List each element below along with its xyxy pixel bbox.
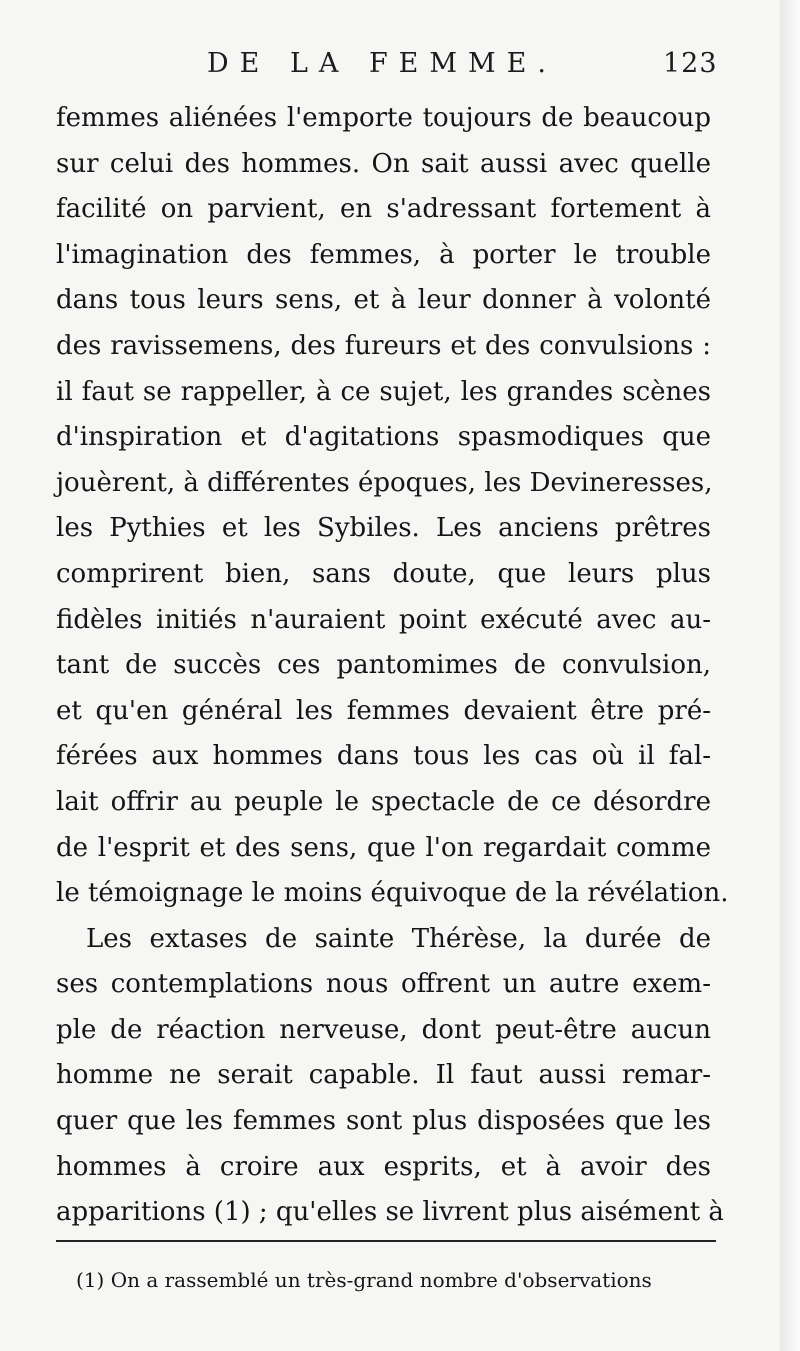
paragraph-start-line: Les extases de sainte Thérèse, la durée de xyxy=(86,923,711,954)
text-line: férées aux hommes dans tous les cas où il fal- xyxy=(56,741,711,772)
text-line: d'inspiration et d'agitations spasmodiques que xyxy=(56,422,711,453)
text-line: comprirent bien, sans doute, que leurs plus xyxy=(56,558,711,589)
footnote: (1) On a rassemblé un très-grand nombre d'observations xyxy=(76,1268,652,1292)
text-line: sur celui des hommes. On sait aussi avec quelle xyxy=(56,148,711,179)
text-line: hommes à croire aux esprits, et à avoir des xyxy=(56,1151,711,1182)
text-line: ses contemplations nous offrent un autre exem- xyxy=(56,969,711,1000)
text-line: des ravissemens, des fureurs et des convulsions : xyxy=(56,330,711,361)
body-text xyxy=(56,96,729,1236)
text-line: et qu'en général les femmes devaient être pré- xyxy=(56,695,711,726)
text-line: facilité on parvient, en s'adressant fortement à xyxy=(56,194,711,225)
text-line: lait offrir au peuple le spectacle de ce désordre xyxy=(56,786,711,817)
footnote-rule xyxy=(56,1240,716,1242)
text-line: il faut se rappeller, à ce sujet, les grandes scènes xyxy=(56,376,711,407)
page-header xyxy=(0,48,800,88)
text-line: quer que les femmes sont plus disposées que les xyxy=(56,1106,711,1137)
text-line: femmes aliénées l'emporte toujours de beaucoup xyxy=(56,103,711,133)
running-title: DE LA FEMME. xyxy=(207,48,557,79)
text-line: fidèles initiés n'auraient point exécuté avec au- xyxy=(56,604,711,635)
text-line: les Pythies et les Sybiles. Les anciens prêtres xyxy=(56,513,711,544)
text-line: ple de réaction nerveuse, dont peut-être aucun xyxy=(56,1014,711,1045)
text-line: jouèrent, à différentes époques, les Devineresses, xyxy=(56,467,713,498)
text-line: dans tous leurs sens, et à leur donner à volonté xyxy=(56,285,711,316)
text-line: homme ne serait capable. Il faut aussi remar- xyxy=(56,1060,711,1091)
text-line: de l'esprit et des sens, que l'on regardait comme xyxy=(56,832,711,863)
paragraph-end-line: le témoignage le moins équivoque de la révélation. xyxy=(56,878,729,909)
text-line: apparitions (1) ; qu'elles se livrent plus aisément à xyxy=(56,1197,724,1228)
page-number: 123 xyxy=(663,48,718,79)
text-line: tant de succès ces pantomimes de convulsion, xyxy=(56,650,711,681)
text-line: l'imagination des femmes, à porter le trouble xyxy=(56,239,711,270)
page-edge-shadow xyxy=(780,0,800,1351)
